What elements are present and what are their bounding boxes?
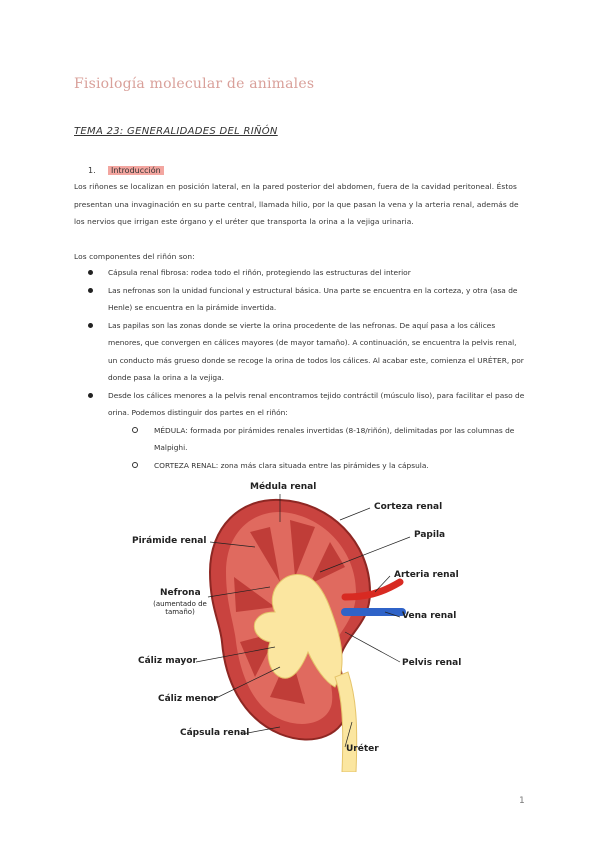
circle-bullet-icon [132,462,138,468]
kidney-illustration [130,472,460,772]
label-vena: Vena renal [402,611,457,621]
heading-number: 1. [88,166,96,175]
label-ureter: Uréter [346,744,379,754]
bullet-icon [88,393,93,398]
document-title: Fisiología molecular de animales [74,76,315,92]
circle-bullet-icon [132,427,138,433]
bullet-icon [88,323,93,328]
sub-list-item: CORTEZA RENAL: zona más clara situada entre las pirámides y la cápsula. [108,457,526,475]
components-list [74,264,526,474]
kidney-diagram [130,472,460,772]
label-pelvis: Pelvis renal [402,658,462,668]
label-caliz-mayor: Cáliz mayor [138,656,197,666]
label-nefrona-note: (aumentado de tamaño) [153,600,207,616]
label-caliz-menor: Cáliz menor [158,694,218,704]
section-title: TEMA 23: GENERALIDADES DEL RIÑÓN [74,126,278,137]
list-item: Las nefronas son la unidad funcional y estructural básica. Una parte se encuentra en la corteza, y otra (asa de Henle) se encuentra en la pirámide invertida. [74,282,526,317]
list-item: Las papilas son las zonas donde se vierte la orina procedente de las nefronas. De aquí pasa a los cálices menores, que convergen en cálices mayores (de mayor tamaño). A continuación, se encuentra la pelvis renal, un conducto más grueso donde se recoge la orina de todos los cálices. Al acabar este, comienza el URÉTER, por donde pasa la orina a la vejiga. [74,317,526,387]
label-capsula: Cápsula renal [180,728,250,738]
label-nefrona: Nefrona [160,588,201,598]
intro-paragraph: Los riñones se localizan en posición lateral, en la pared posterior del abdomen, fuera de la cavidad peritoneal. Éstos presentan una invaginación en su parte central, llamada hilio, por la que pasan la vena y la arteria renal, además de los nervios que irrigan este órgano y el uréter que transporta la orina a la vejiga urinaria. [74,182,519,226]
label-arteria: Arteria renal [394,570,459,580]
heading-label: Introducción [108,166,164,175]
label-papila: Papila [414,530,446,540]
page-number: 1 [519,796,525,806]
bullet-icon [88,270,93,275]
label-corteza: Corteza renal [374,502,443,512]
label-piramide: Pirámide renal [132,536,207,546]
list-item: Cápsula renal fibrosa: rodea todo el riñón, protegiendo las estructuras del interior [74,264,526,282]
list-item: Desde los cálices menores a la pelvis renal encontramos tejido contráctil (músculo liso), para facilitar el paso de orina. Podemos distinguir dos partes en el riñón: MÉDULA: formada por pirámides renales invertidas (8-18/riñón), delimitadas por las columnas de Malpighi. CORTEZA RENAL: zona más clara situada entre las pirámides y la cápsula. [74,387,526,475]
label-medula: Médula renal [250,482,317,492]
sub-list [108,422,526,475]
numbered-heading [88,166,164,175]
bullet-icon [88,288,93,293]
sub-list-item: MÉDULA: formada por pirámides renales invertidas (8-18/riñón), delimitadas por las columnas de Malpighi. [108,422,526,457]
components-intro: Los componentes del riñón son: [74,252,195,261]
